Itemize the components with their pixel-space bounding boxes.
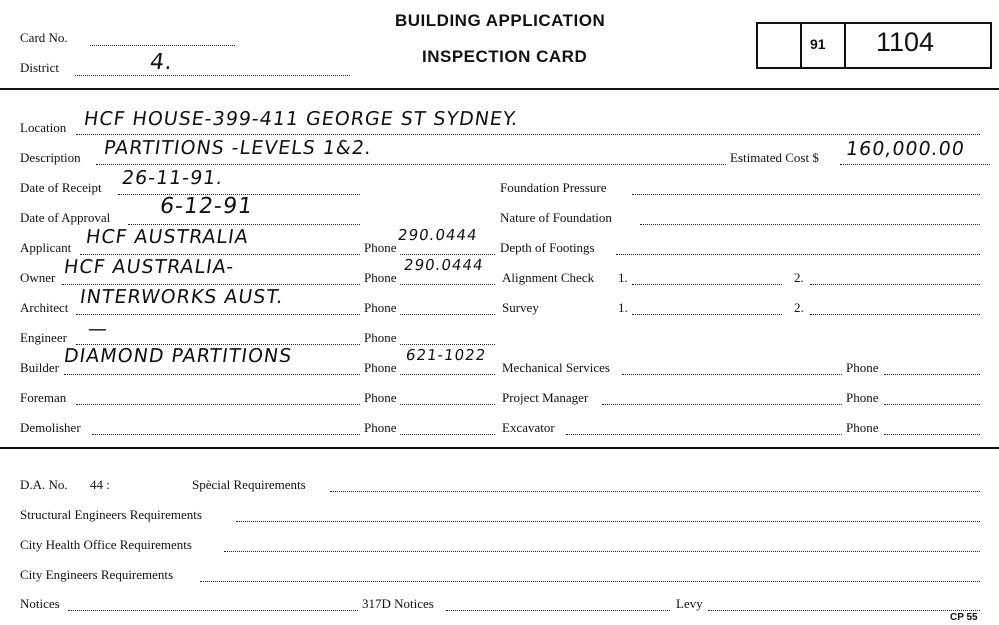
survey-label: Survey bbox=[502, 300, 539, 315]
da-no-label: D.A. No. bbox=[20, 477, 68, 492]
mechanical-services-phone-label: Phone bbox=[846, 360, 879, 375]
structural-requirements-field bbox=[236, 521, 980, 522]
alignment-check-1-label: 1. bbox=[618, 270, 628, 285]
city-engineers-requirements-label: City Engineers Requirements bbox=[20, 567, 174, 582]
description-label: Description bbox=[20, 150, 81, 165]
depth-of-footings-field bbox=[616, 254, 980, 255]
header-rule bbox=[0, 88, 999, 90]
card-number-box bbox=[756, 22, 992, 69]
nature-of-foundation-field bbox=[640, 224, 980, 225]
card-no-field[interactable] bbox=[90, 45, 235, 46]
architect-label: Architect bbox=[20, 300, 69, 315]
survey-2-field bbox=[810, 314, 980, 315]
date-of-approval-label: Date of Approval bbox=[20, 210, 111, 225]
builder-phone-field bbox=[400, 374, 495, 375]
demolisher-phone-label: Phone bbox=[364, 420, 397, 435]
owner-phone-label: Phone bbox=[364, 270, 397, 285]
estimated-cost-field bbox=[840, 164, 990, 165]
structural-requirements-label: Structural Engineers Requirements bbox=[20, 507, 202, 522]
notices-label: Notices bbox=[20, 596, 60, 611]
alignment-check-2-field bbox=[810, 284, 980, 285]
depth-of-footings-label: Depth of Footings bbox=[500, 240, 595, 255]
architect-phone-field bbox=[400, 314, 495, 315]
owner-value: HCF AUSTRALIA- bbox=[62, 256, 236, 278]
notices-317d-field bbox=[446, 610, 670, 611]
notices-field bbox=[68, 610, 358, 611]
form-title-line2: INSPECTION CARD bbox=[422, 47, 588, 66]
estimated-cost-value: 160,000.00 bbox=[844, 138, 967, 160]
special-requirements-label: Spècial Requirements bbox=[192, 477, 306, 492]
card-year: 91 bbox=[810, 36, 826, 52]
description-value: PARTITIONS -LEVELS 1&2. bbox=[102, 137, 374, 159]
builder-phone-label: Phone bbox=[364, 360, 397, 375]
engineer-value: — bbox=[86, 318, 110, 340]
alignment-check-1-field bbox=[632, 284, 782, 285]
date-of-receipt-value: 26-11-91. bbox=[120, 167, 225, 189]
location-field bbox=[76, 134, 980, 135]
survey-1-label: 1. bbox=[618, 300, 628, 315]
location-label: Location bbox=[20, 120, 67, 135]
section-rule bbox=[0, 447, 999, 449]
mechanical-services-field bbox=[622, 374, 842, 375]
city-engineers-requirements-field bbox=[200, 581, 980, 582]
excavator-label: Excavator bbox=[502, 420, 555, 435]
owner-field bbox=[62, 284, 360, 285]
card-no-label: Card No. bbox=[20, 30, 68, 45]
architect-phone-label: Phone bbox=[364, 300, 397, 315]
applicant-phone-value: 290.0444 bbox=[396, 226, 479, 244]
excavator-phone-label: Phone bbox=[846, 420, 879, 435]
card-number: 1104 bbox=[876, 27, 935, 57]
demolisher-label: Demolisher bbox=[20, 420, 81, 435]
alignment-check-2-label: 2. bbox=[794, 270, 804, 285]
form-title-line1: BUILDING APPLICATION bbox=[395, 11, 606, 30]
applicant-field bbox=[80, 254, 360, 255]
levy-label: Levy bbox=[676, 596, 703, 611]
description-field bbox=[96, 164, 726, 165]
levy-field bbox=[708, 610, 980, 611]
owner-phone-field bbox=[400, 284, 495, 285]
foreman-phone-field bbox=[400, 404, 495, 405]
applicant-value: HCF AUSTRALIA bbox=[84, 226, 251, 248]
applicant-label: Applicant bbox=[20, 240, 72, 255]
survey-2-label: 2. bbox=[794, 300, 804, 315]
mechanical-services-label: Mechanical Services bbox=[502, 360, 610, 375]
date-of-approval-value: 6-12-91 bbox=[158, 194, 255, 219]
special-requirements-field bbox=[330, 491, 980, 492]
builder-phone-value: 621-1022 bbox=[404, 346, 488, 364]
card-number-divider-1 bbox=[800, 22, 802, 67]
district-label: District bbox=[20, 60, 59, 75]
applicant-phone-field bbox=[400, 254, 495, 255]
engineer-phone-field bbox=[400, 344, 495, 345]
mechanical-services-phone-field bbox=[884, 374, 980, 375]
owner-phone-value: 290.0444 bbox=[402, 256, 485, 274]
foreman-field bbox=[76, 404, 360, 405]
foreman-label: Foreman bbox=[20, 390, 67, 405]
estimated-cost-label: Estimated Cost $ bbox=[730, 150, 819, 165]
project-manager-label: Project Manager bbox=[502, 390, 589, 405]
project-manager-phone-field bbox=[884, 404, 980, 405]
date-of-receipt-label: Date of Receipt bbox=[20, 180, 102, 195]
notices-317d-label: 317D Notices bbox=[362, 596, 434, 611]
district-field bbox=[75, 75, 350, 76]
applicant-phone-label: Phone bbox=[364, 240, 397, 255]
builder-label: Builder bbox=[20, 360, 59, 375]
demolisher-phone-field bbox=[400, 434, 495, 435]
location-value: HCF HOUSE-399-411 GEORGE ST SYDNEY. bbox=[82, 108, 521, 130]
nature-of-foundation-label: Nature of Foundation bbox=[500, 210, 612, 225]
builder-field bbox=[64, 374, 360, 375]
foundation-pressure-field bbox=[632, 194, 980, 195]
project-manager-field bbox=[602, 404, 842, 405]
excavator-phone-field bbox=[884, 434, 980, 435]
owner-label: Owner bbox=[20, 270, 56, 285]
foundation-pressure-label: Foundation Pressure bbox=[500, 180, 607, 195]
form-code: CP 55 bbox=[950, 612, 978, 623]
excavator-field bbox=[566, 434, 842, 435]
demolisher-field bbox=[92, 434, 360, 435]
da-no-value: 44 : bbox=[90, 477, 110, 492]
project-manager-phone-label: Phone bbox=[846, 390, 879, 405]
engineer-label: Engineer bbox=[20, 330, 67, 345]
card-number-divider-2 bbox=[844, 22, 846, 67]
architect-value: INTERWORKS AUST. bbox=[78, 286, 286, 308]
engineer-phone-label: Phone bbox=[364, 330, 397, 345]
district-value: 4. bbox=[148, 50, 175, 75]
foreman-phone-label: Phone bbox=[364, 390, 397, 405]
alignment-check-label: Alignment Check bbox=[502, 270, 595, 285]
builder-value: DIAMOND PARTITIONS bbox=[62, 345, 294, 367]
health-requirements-label: City Health Office Requirements bbox=[20, 537, 192, 552]
survey-1-field bbox=[632, 314, 782, 315]
architect-field bbox=[76, 314, 360, 315]
health-requirements-field bbox=[224, 551, 980, 552]
date-of-approval-field bbox=[128, 224, 360, 225]
